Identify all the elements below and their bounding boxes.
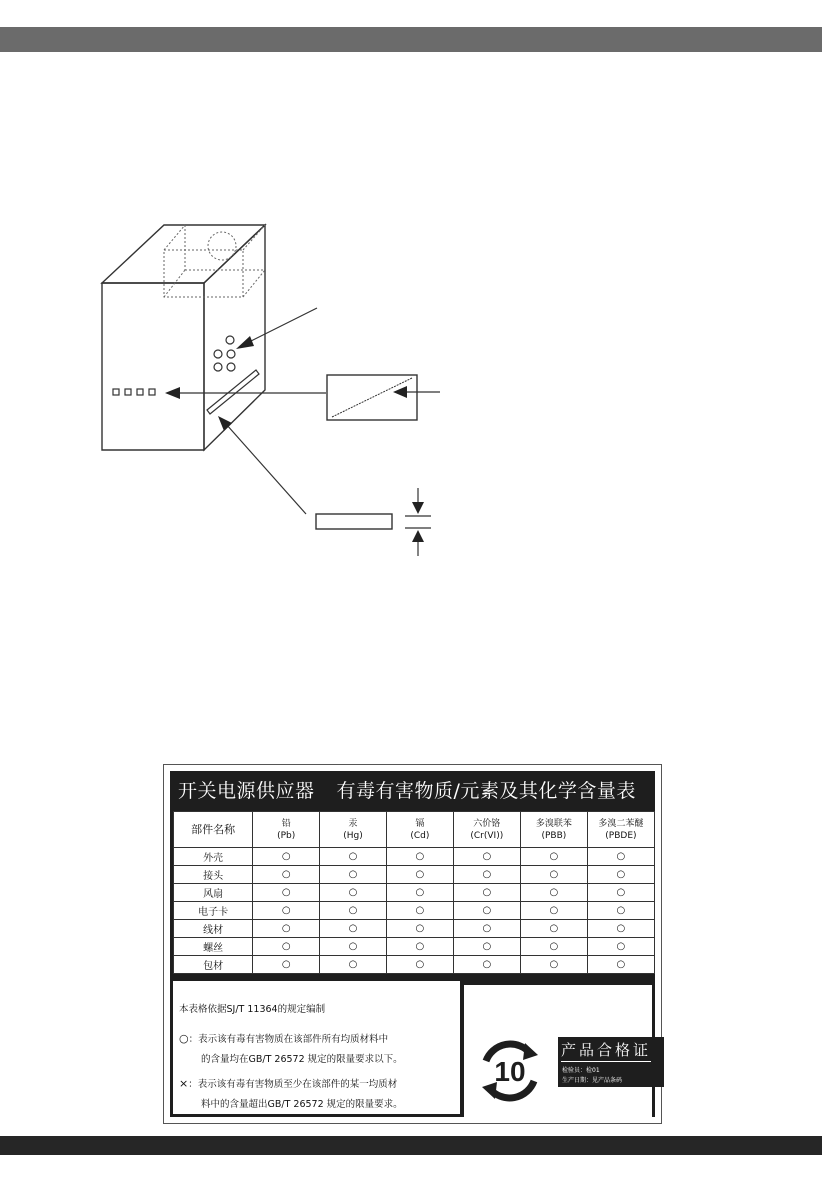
- substance-cell: ○: [453, 902, 520, 920]
- cross-legend-line-1: [179, 1076, 397, 1090]
- part-name: 包材: [174, 956, 253, 974]
- part-name: 线材: [174, 920, 253, 938]
- substance-cell: ○: [386, 848, 453, 866]
- substance-cell: ○: [453, 866, 520, 884]
- table-row: [174, 920, 655, 938]
- table-notes: [173, 981, 460, 1114]
- rohs-hazardous-substance-label: [163, 764, 662, 1124]
- column-symbol: (Pb): [277, 830, 296, 841]
- substance-cell: ○: [253, 902, 320, 920]
- product-certificate: [558, 1037, 664, 1087]
- substance-cell: ○: [453, 884, 520, 902]
- thin-plate: [316, 514, 392, 529]
- circle-legend-text: ：表示该有毒有害物质在该部件所有均质材料中: [188, 1034, 389, 1045]
- psu-box-top: [102, 225, 265, 283]
- column-header-pbb: [520, 812, 587, 848]
- substance-cell: ○: [520, 884, 587, 902]
- column-symbol: (Cr(VI)): [470, 830, 504, 841]
- standard-basis-note: 本表格依据SJ/T 11364的规定编制: [179, 1004, 326, 1015]
- substance-cell: ○: [587, 884, 654, 902]
- circle-symbol: ○: [179, 1032, 189, 1045]
- substance-cell: ○: [386, 920, 453, 938]
- table-row: [174, 884, 655, 902]
- hazardous-substance-table: [173, 811, 655, 974]
- column-header-cadmium: [386, 812, 453, 848]
- cross-symbol: ×: [179, 1077, 189, 1090]
- cross-legend-line-2: 料中的含量超出GB/T 26572 规定的限量要求。: [201, 1099, 403, 1110]
- card-slot: [207, 370, 259, 414]
- table-row: [174, 956, 655, 974]
- substance-cell: ○: [520, 956, 587, 974]
- substance-cell: ○: [453, 848, 520, 866]
- substance-cell: ○: [320, 902, 387, 920]
- substance-cell: ○: [253, 938, 320, 956]
- substance-cell: ○: [587, 920, 654, 938]
- column-name: 镉: [415, 818, 425, 829]
- substance-cell: ○: [320, 938, 387, 956]
- column-name: 六价铬: [473, 818, 501, 829]
- substance-cell: ○: [253, 956, 320, 974]
- column-header-part: 部件名称: [174, 812, 253, 848]
- psu-box-side: [204, 225, 265, 450]
- column-symbol: (PBDE): [605, 830, 637, 841]
- part-name: 电子卡: [174, 902, 253, 920]
- substance-cell: ○: [520, 938, 587, 956]
- substance-cell: ○: [453, 920, 520, 938]
- part-name: 风扇: [174, 884, 253, 902]
- part-name: 外壳: [174, 848, 253, 866]
- column-header-chromium: [453, 812, 520, 848]
- substance-cell: ○: [386, 956, 453, 974]
- table-row: [174, 902, 655, 920]
- part-name: 接头: [174, 866, 253, 884]
- column-name: 多溴二苯醚: [598, 818, 644, 829]
- substance-cell: ○: [587, 848, 654, 866]
- logo-panel: [464, 985, 652, 1121]
- substance-cell: ○: [587, 956, 654, 974]
- substance-cell: ○: [253, 866, 320, 884]
- product-name: 开关电源供应器: [178, 780, 315, 802]
- fan-outline: [164, 225, 265, 297]
- table-subject: 有毒有害物质/元素及其化学含量表: [336, 780, 636, 802]
- table-header-row: [174, 812, 655, 848]
- circle-legend-line-1: [179, 1031, 388, 1045]
- substance-cell: ○: [386, 902, 453, 920]
- column-header-lead: [253, 812, 320, 848]
- epup-10-year-icon: [474, 1035, 546, 1107]
- column-name: 铅: [281, 818, 291, 829]
- circle-legend-line-2: 的含量均在GB/T 26572 规定的限量要求以下。: [201, 1054, 403, 1065]
- inspector-line: 检验员：检01: [562, 1067, 600, 1074]
- substance-cell: ○: [386, 938, 453, 956]
- substance-cell: ○: [520, 920, 587, 938]
- vent-holes: [214, 336, 235, 371]
- substance-cell: ○: [453, 956, 520, 974]
- production-date-line: 生产日期：见产品条码: [562, 1077, 623, 1084]
- column-symbol: (PBB): [541, 830, 567, 841]
- substance-cell: ○: [253, 848, 320, 866]
- substance-cell: ○: [320, 920, 387, 938]
- substance-cell: ○: [520, 902, 587, 920]
- column-name: 多溴联苯: [535, 818, 572, 829]
- column-name: 汞: [348, 818, 358, 829]
- substance-cell: ○: [253, 920, 320, 938]
- substance-cell: ○: [520, 866, 587, 884]
- substance-cell: ○: [253, 884, 320, 902]
- rohs-table-title: [170, 771, 663, 811]
- substance-cell: ○: [386, 884, 453, 902]
- connector-pins: [113, 389, 155, 395]
- column-header-pbde: [587, 812, 654, 848]
- table-row: [174, 848, 655, 866]
- certificate-title: 产品合格证: [561, 1039, 651, 1062]
- column-symbol: (Cd): [410, 830, 430, 841]
- rohs-label-background: [170, 771, 655, 1117]
- cross-legend-text: ：表示该有毒有害物质至少在该部件的某一均质材: [188, 1079, 398, 1090]
- substance-cell: ○: [587, 938, 654, 956]
- column-header-mercury: [320, 812, 387, 848]
- substance-cell: ○: [453, 938, 520, 956]
- substance-cell: ○: [320, 956, 387, 974]
- substance-cell: ○: [320, 884, 387, 902]
- psu-box-front: [102, 283, 204, 450]
- substance-cell: ○: [320, 866, 387, 884]
- column-symbol: (Hg): [343, 830, 363, 841]
- footer-bar: [0, 1136, 822, 1155]
- substance-cell: ○: [587, 902, 654, 920]
- substance-cell: ○: [386, 866, 453, 884]
- table-row: [174, 866, 655, 884]
- epup-number: 10: [494, 1056, 526, 1087]
- part-name: 螺丝: [174, 938, 253, 956]
- table-row: [174, 938, 655, 956]
- substance-cell: ○: [520, 848, 587, 866]
- substance-cell: ○: [320, 848, 387, 866]
- substance-cell: ○: [587, 866, 654, 884]
